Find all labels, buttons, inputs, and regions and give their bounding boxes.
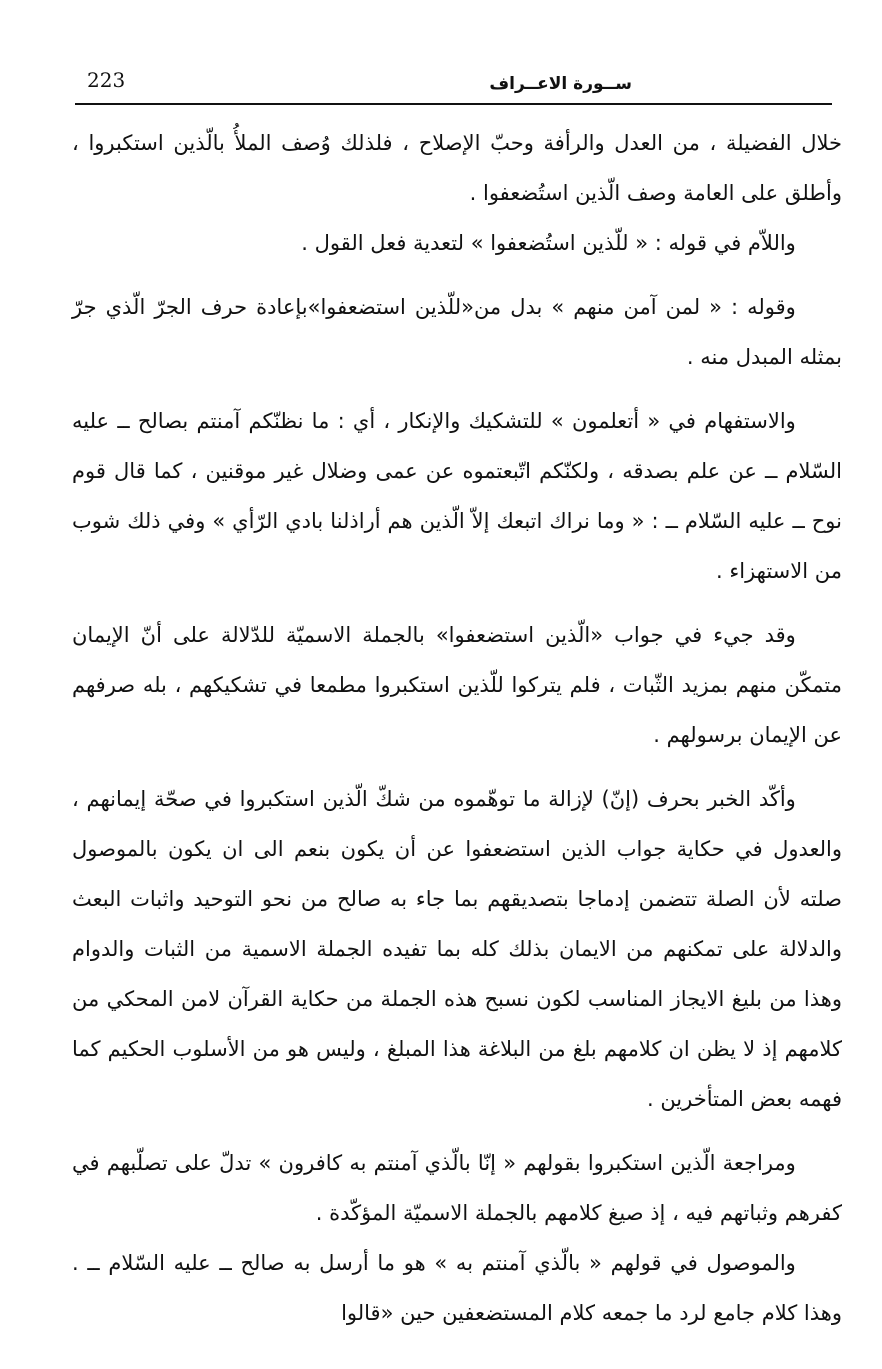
page-body [72,118,842,1338]
paragraph: وأكّد الخبر بحرف (إنّ) لإزالة ما توهّموه من شكّ الّذين استكبروا في صحّة إيمانهم ، والعدول في حكاية جواب الذين استضعفوا عن أن يكون بنعم الى ان يكون بالموصول صلته لأن الصلة تتضمن إدماجا بتصديقهم بما جاء به صالح من نحو التوحيد واثبات البعث والدلالة على تمكنهم من الايمان بذلك كله بما تفيده الجملة الاسمية من الثبات والدوام وهذا من بليغ الايجاز المناسب لكون نسبح هذه الجملة من حكاية القرآن لامن المحكي من كلامهم إذ لا يظن ان كلامهم بلغ من البلاغة هذا المبلغ ، وليس هو من الأسلوب الحكيم كما فهمه بعض المتأخرين . [72,787,842,1111]
paragraph: واللاّم في قوله : « للّذين استُضعفوا » لتعدية فعل القول . [301,231,796,255]
page-header [75,62,832,104]
paragraph: وقوله : « لمن آمن منهم » بدل من«للّذين استضعفوا»بإعادة حرف الجرّ الّذي جرّ بمثله المبدل منه . [72,295,842,369]
header-rule [75,103,832,105]
surah-title: ســورة الاعــراف [489,74,632,94]
paragraph: وقد جيء في جواب «الّذين استضعفوا» بالجملة الاسميّة للدّلالة على أنّ الإيمان متمكّن منهم بمزيد الثّبات ، فلم يتركوا للّذين استكبروا مطمعا في تشكيكهم ، بله صرفهم عن الإيمان برسولهم . [72,623,842,747]
paragraph: والاستفهام في « أتعلمون » للتشكيك والإنكار ، أي : ما نظنّكم آمنتم بصالح ــ عليه السّلام ــ عن علم بصدقه ، ولكنّكم اتّبعتموه عن عمى وضلال غير موقنين ، كما قال قوم نوح ــ عليه السّلام ــ : « وما نراك اتبعك إلاّ الّذين هم أراذلنا بادي الرّأي » وفي ذلك شوب من الاستهزاء . [72,409,842,583]
paragraph: والموصول في قولهم « بالّذي آمنتم به » هو ما أرسل به صالح ــ عليه السّلام ــ . وهذا كلام جامع لرد ما جمعه كلام المستضعفين حين «قالوا [72,1251,842,1325]
paragraph: خلال الفضيلة ، من العدل والرأفة وحبّ الإصلاح ، فلذلك وُصف الملأُ بالّذين استكبروا ، وأطلق على العامة وصف الّذين استُضعفوا . [72,131,842,205]
paragraph: ومراجعة الّذين استكبروا بقولهم « إنّا بالّذي آمنتم به كافرون » تدلّ على تصلّبهم في كفرهم وثباتهم فيه ، إذ صيغ كلامهم بالجملة الاسميّة المؤكّدة . [72,1151,842,1225]
page-number: 223 [87,68,126,92]
